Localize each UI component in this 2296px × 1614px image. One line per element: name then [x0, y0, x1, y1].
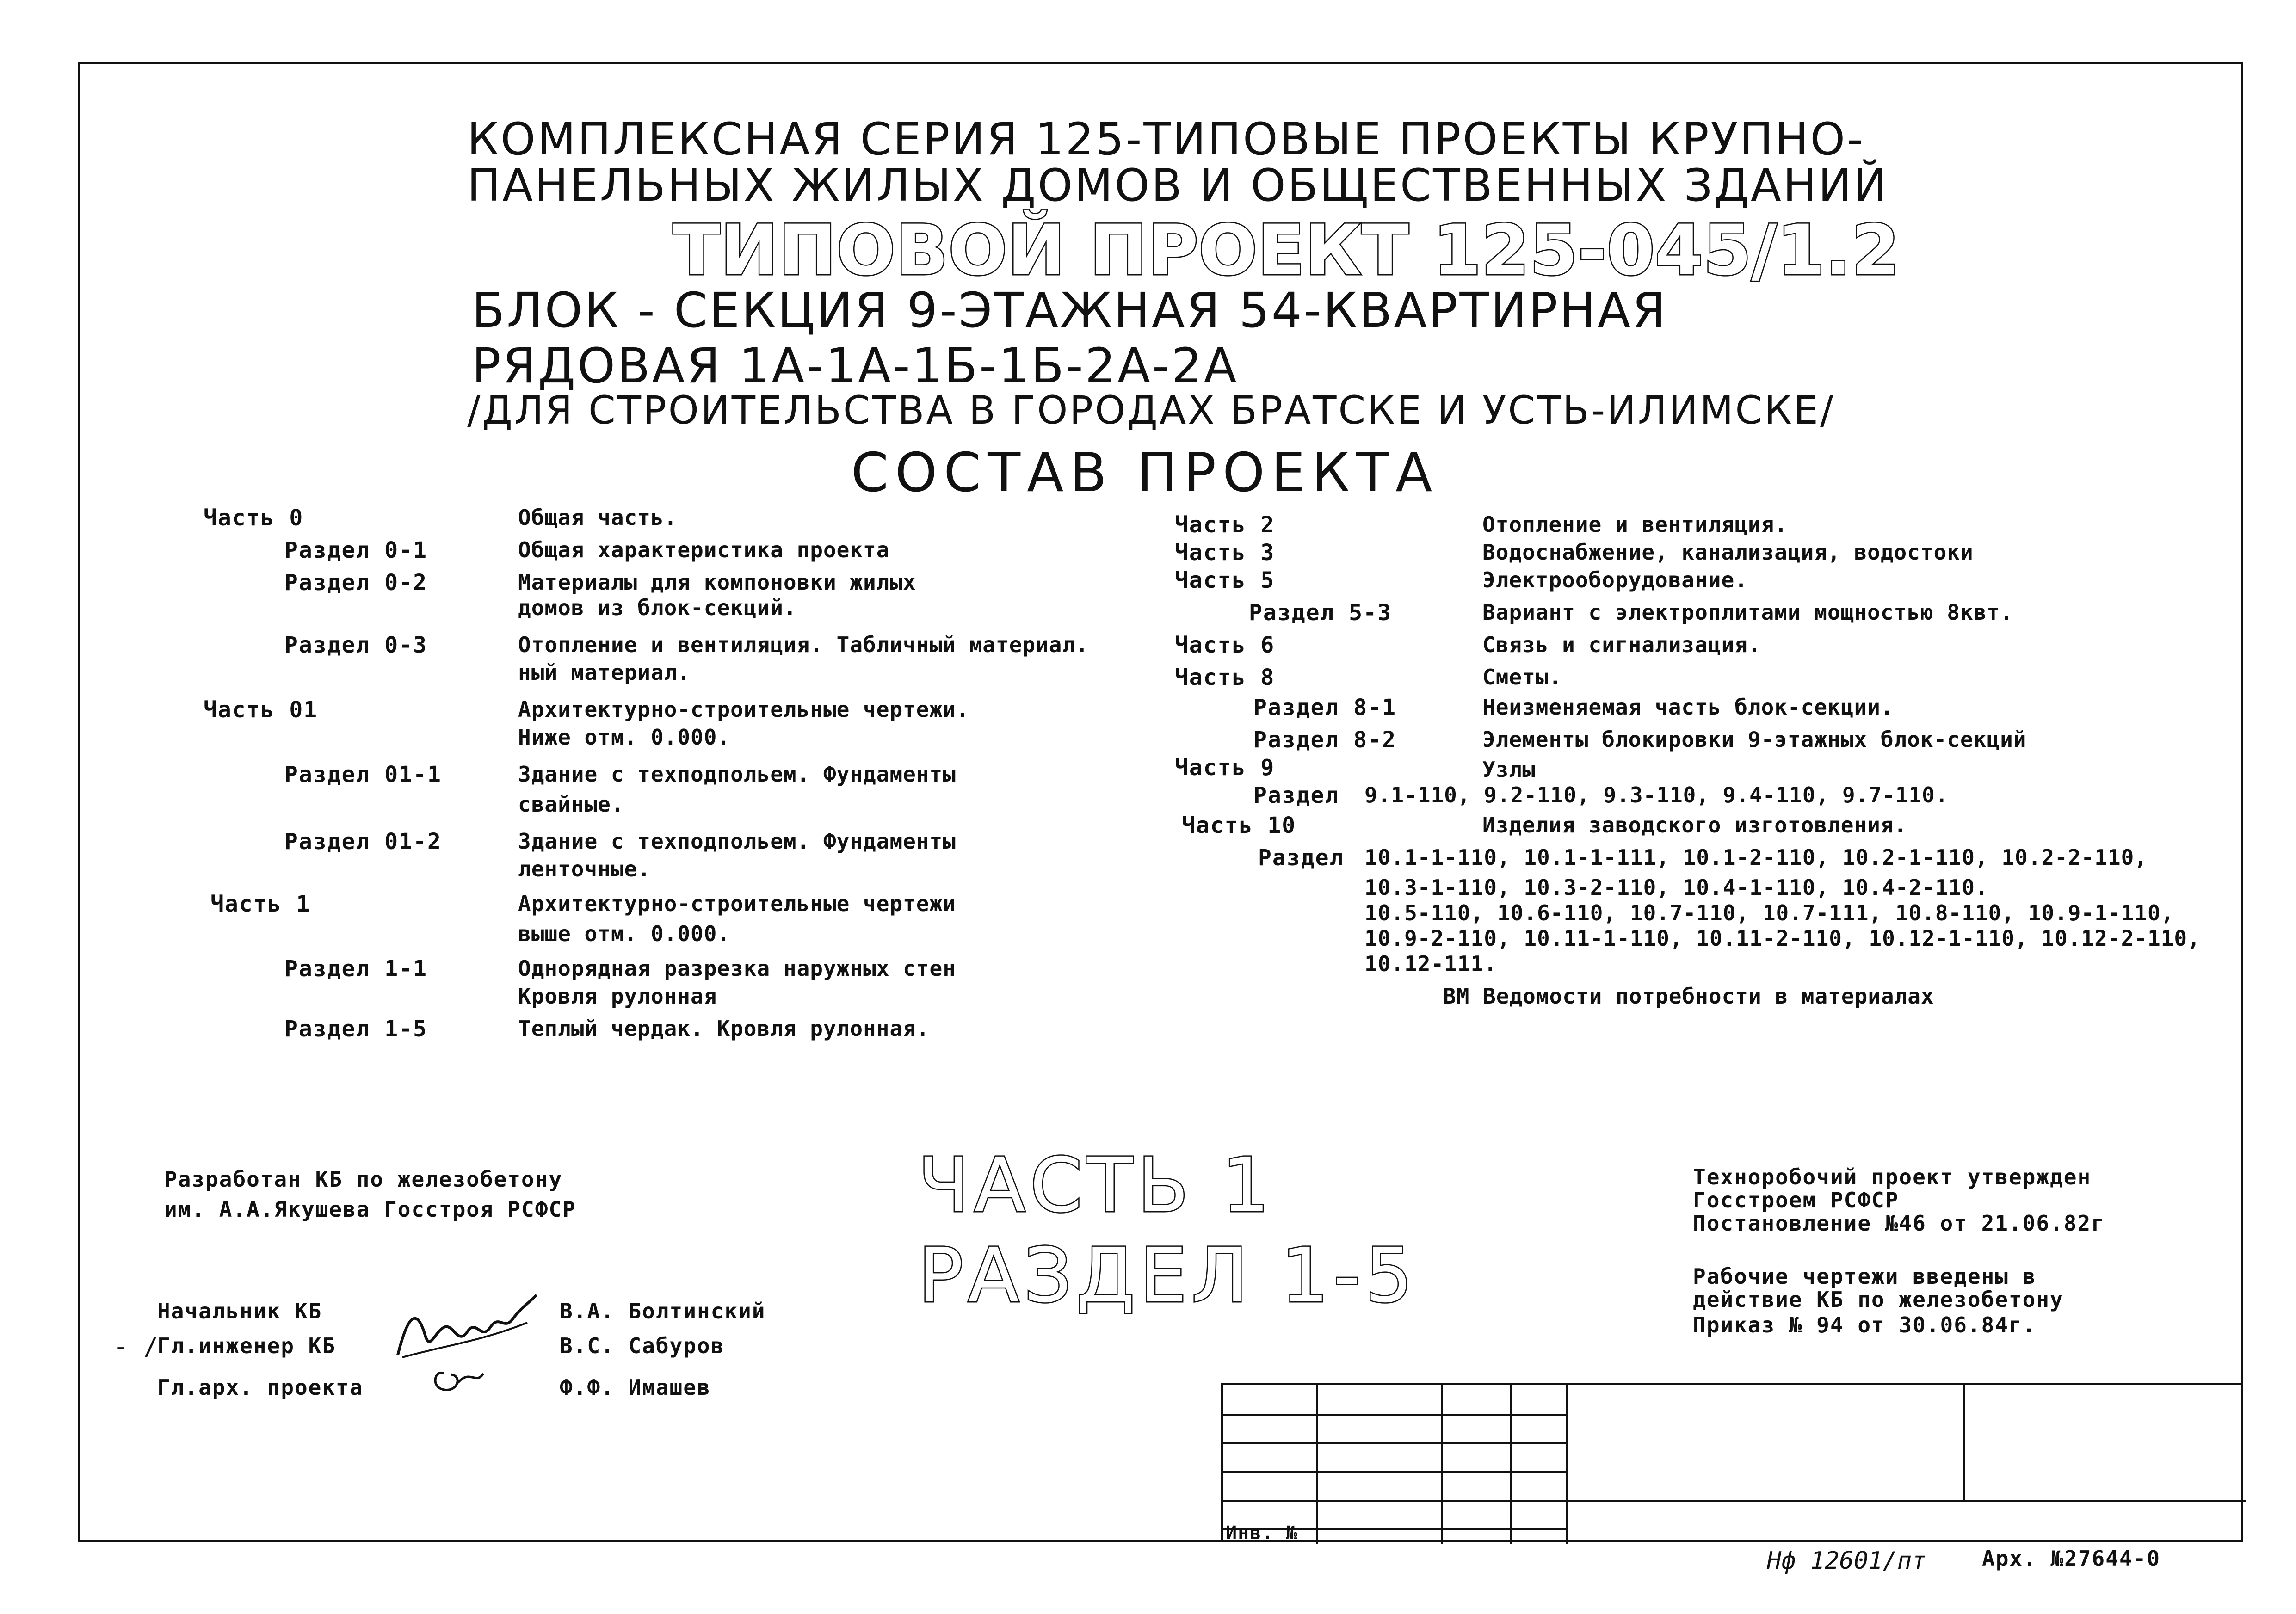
- list-item-label: Раздел 0-3: [284, 632, 427, 658]
- list-item-text: Архитектурно-строительные чертежи: [518, 891, 956, 916]
- list-item-text: Водоснабжение, канализация, водостоки: [1482, 540, 1974, 565]
- list-item-text: Электрооборудование.: [1482, 567, 1748, 592]
- list-item-text: Неизменяемая часть блок-секции.: [1482, 695, 1894, 720]
- approval-line-2: Госстроем РСФСР: [1693, 1188, 1899, 1213]
- note-line: /ДЛЯ СТРОИТЕЛЬСТВА В ГОРОДАХ БРАТСКЕ И УСТЬ-ИЛИМСКЕ/: [467, 388, 1835, 433]
- list-item-label: Часть 6: [1175, 632, 1275, 658]
- list-item-label: Раздел 0-2: [284, 570, 427, 596]
- list-item-label: Раздел 0-1: [284, 537, 427, 563]
- header-line-1: КОМПЛЕКСНАЯ СЕРИЯ 125-ТИПОВЫЕ ПРОЕКТЫ КРУПНО-: [467, 113, 1865, 165]
- list-item-label: Раздел 8-2: [1253, 727, 1396, 753]
- staff-name: В.С. Сабуров: [560, 1333, 725, 1358]
- list-item-label: Раздел 8-1: [1253, 695, 1396, 721]
- list-item-text: 10.9-2-110, 10.11-1-110, 10.11-2-110, 10.12-1-110, 10.12-2-110,: [1364, 926, 2201, 951]
- list-item-text: Элементы блокировки 9-этажных блок-секций: [1482, 727, 2027, 752]
- list-item-label: Раздел 01-2: [284, 829, 442, 855]
- list-item-label: Часть 0: [204, 505, 304, 531]
- list-item-text: домов из блок-секций.: [518, 595, 797, 620]
- staff-name: В.А. Болтинский: [560, 1299, 766, 1324]
- staff-role: Гл.арх. проекта: [157, 1375, 364, 1400]
- approval-line-1: Техноробочий проект утвержден: [1693, 1164, 2092, 1189]
- stamp-part: ЧАСТЬ 1: [918, 1142, 1274, 1229]
- list-item-text: Общая характеристика проекта: [518, 537, 890, 562]
- staff-role: Гл.инженер КБ: [157, 1333, 336, 1358]
- list-item-text: Здание с техподпольем. Фундаменты: [518, 829, 956, 854]
- header-line-2: ПАНЕЛЬНЫХ ЖИЛЫХ ДОМОВ И ОБЩЕСТВЕННЫХ ЗДАНИЙ: [467, 160, 1889, 211]
- composition-title: СОСТАВ ПРОЕКТА: [851, 442, 1439, 504]
- list-item-text: 10.3-1-110, 10.3-2-110, 10.4-1-110, 10.4-2-110.: [1364, 875, 1988, 900]
- list-item-label: Раздел 1-5: [284, 1016, 427, 1042]
- list-item-text: 9.1-110, 9.2-110, 9.3-110, 9.4-110, 9.7-110.: [1364, 782, 1949, 807]
- list-item-text: ленточные.: [518, 856, 651, 881]
- developer-line-1: Разработан КБ по железобетону: [164, 1167, 563, 1192]
- list-item-label: Часть 8: [1175, 665, 1275, 690]
- list-item-text: Однорядная разрезка наружных стен: [518, 956, 956, 981]
- bottom-note-left: Нф 12601/пт: [1767, 1547, 1926, 1575]
- list-item-text: ВМ Ведомости потребности в материалах: [1443, 984, 1934, 1009]
- list-item-label: Часть 3: [1175, 540, 1275, 566]
- list-item-text: Архитектурно-строительные чертежи.: [518, 697, 969, 722]
- staff-role: Начальник КБ: [157, 1299, 322, 1324]
- list-item-label: Часть 5: [1175, 567, 1275, 593]
- developer-line-2: им. А.А.Якушева Госстроя РСФСР: [164, 1197, 576, 1222]
- list-item-text: 10.1-1-110, 10.1-1-111, 10.1-2-110, 10.2-1-110, 10.2-2-110,: [1364, 845, 2148, 870]
- list-item-text: Теплый чердак. Кровля рулонная.: [518, 1016, 930, 1041]
- list-item-text: Связь и сигнализация.: [1482, 632, 1761, 657]
- list-item-label: Часть 2: [1175, 512, 1275, 538]
- approval-line-4: Рабочие чертежи введены в: [1693, 1264, 2037, 1289]
- list-item-text: Вариант с электроплитами мощностью 8квт.: [1482, 600, 2013, 625]
- list-item-label: Раздел 1-1: [284, 956, 427, 982]
- list-item-text: 10.12-111.: [1364, 951, 1497, 976]
- list-item-text: Узлы: [1482, 757, 1536, 782]
- bottom-note-right: Арх. №27644-0: [1982, 1546, 2161, 1571]
- list-item-text: 10.5-110, 10.6-110, 10.7-110, 10.7-111, 10.8-110, 10.9-1-110,: [1364, 900, 2174, 925]
- margin-mark: - /: [113, 1332, 159, 1361]
- list-item-text: Отопление и вентиляция. Табличный материал.: [518, 632, 1089, 657]
- title-block: [1221, 1383, 2243, 1542]
- stamp-section: РАЗДЕЛ 1-5: [918, 1232, 1418, 1319]
- inv-label: Инв. №: [1226, 1522, 1298, 1544]
- list-item-text: Здание с техподпольем. Фундаменты: [518, 762, 956, 787]
- list-item-label: Раздел: [1258, 845, 1344, 871]
- list-item-label: Раздел: [1253, 782, 1339, 808]
- project-title: ТИПОВОЙ ПРОЕКТ 125-045/1.2: [673, 210, 1900, 291]
- list-item-text: Изделия заводского изготовления.: [1482, 813, 1907, 838]
- list-item-label: Часть 9: [1175, 755, 1275, 781]
- block-line: БЛОК - СЕКЦИЯ 9-ЭТАЖНАЯ 54-КВАРТИРНАЯ: [472, 282, 1668, 339]
- list-item-text: Общая часть.: [518, 505, 678, 530]
- list-item-text: Отопление и вентиляция.: [1482, 512, 1788, 537]
- approval-line-5: действие КБ по железобетону: [1693, 1287, 2064, 1312]
- approval-line-6: Приказ № 94 от 30.06.84г.: [1693, 1312, 2037, 1337]
- list-item-text: ный материал.: [518, 660, 691, 685]
- list-item-label: Часть 1: [210, 891, 311, 917]
- staff-name: Ф.Ф. Имашев: [560, 1375, 711, 1400]
- list-item-label: Часть 10: [1182, 813, 1296, 838]
- list-item-text: свайные.: [518, 792, 624, 817]
- list-item-label: Часть 01: [204, 697, 318, 723]
- list-item-text: Ниже отм. 0.000.: [518, 725, 731, 750]
- list-item-text: Материалы для компоновки жилых: [518, 570, 916, 595]
- signature-mark: [389, 1276, 546, 1397]
- list-item-text: выше отм. 0.000.: [518, 921, 731, 946]
- row-line: РЯДОВАЯ 1А-1А-1Б-1Б-2А-2А: [472, 338, 1239, 394]
- list-item-label: Раздел 01-1: [284, 762, 442, 788]
- approval-line-3: Постановление №46 от 21.06.82г: [1693, 1211, 2105, 1236]
- list-item-label: Раздел 5-3: [1249, 600, 1392, 626]
- list-item-text: Сметы.: [1482, 665, 1562, 690]
- list-item-text: Кровля рулонная: [518, 984, 717, 1009]
